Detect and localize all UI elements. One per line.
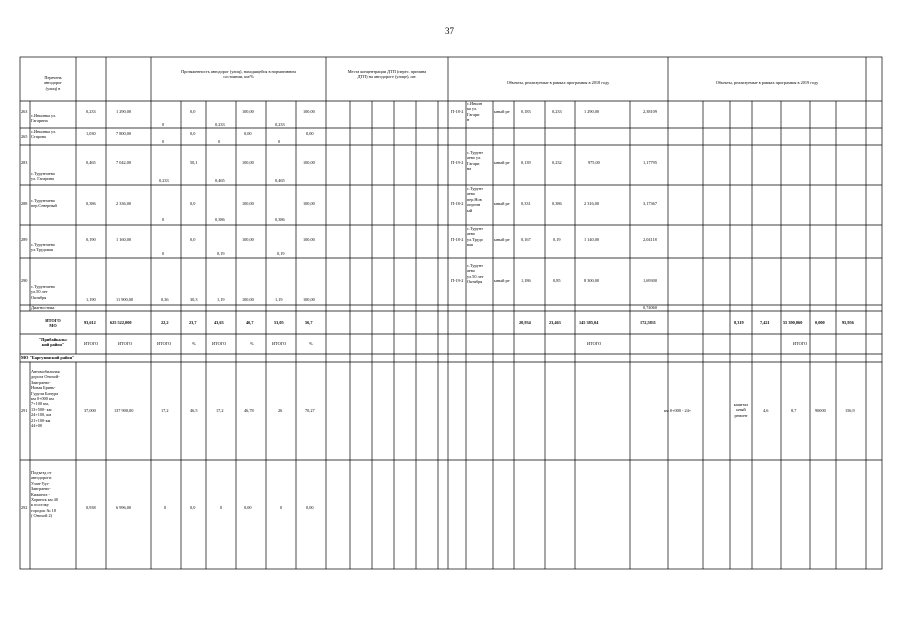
row-cell: 1,19 — [217, 297, 225, 302]
total-2018-value: 145 385,04 — [579, 320, 599, 325]
row-cost: 7 800,00 — [116, 131, 132, 136]
row-2019-value: 4,6 — [763, 408, 769, 413]
row-cell: 0 — [218, 139, 221, 144]
header-col-length: Протяженность автодорог (улиц), находящейся в нормативном состоянии, км/% — [181, 69, 296, 80]
row-number: 291 — [21, 408, 28, 413]
row-number: 290 — [21, 278, 28, 283]
row-code: П-19-2 — [451, 160, 464, 165]
total-2018-value: 20,934 — [519, 320, 531, 325]
row-2018-value: 975,00 — [588, 160, 600, 165]
row-cell: 100,00 — [303, 297, 315, 302]
total-2019-value: 0,000 — [815, 320, 825, 325]
row-2018-value: 0,232 — [552, 160, 562, 165]
row-cell: 0 — [162, 139, 165, 144]
row-2018-value: 2,04118 — [643, 237, 657, 242]
row-object: с.Турунт аево ул.50 лет Октября — [467, 263, 484, 285]
row-cell: 0,233 — [275, 122, 285, 127]
row-cell: 0,465 — [215, 178, 225, 183]
header-col-2019: Объекты, реализуемые в рамках программы в 2019 году — [715, 80, 819, 85]
itogo-cell: % — [309, 341, 313, 346]
row-2018-value: 0,386 — [552, 201, 562, 206]
row-2019-value: 8,7 — [791, 408, 797, 413]
row-cell: 0,0 — [190, 109, 196, 114]
row-number: 288 — [21, 201, 28, 206]
itogo-cell: % — [192, 341, 196, 346]
itogo-cell: % — [250, 341, 254, 346]
row-object: с.Турунт аево ул.Трудо вая — [467, 226, 483, 248]
row-cost: 2 336,00 — [116, 201, 132, 206]
row-cell: 0 — [162, 251, 165, 256]
row-code: П-18-2 — [451, 201, 464, 206]
total-cell: 53,05 — [274, 320, 284, 325]
row-cell: 0,233 — [215, 122, 225, 127]
row-2018-value: 0,233 — [552, 109, 562, 114]
row-number: 283 — [21, 160, 28, 165]
total-2018-value: 23,463 — [549, 320, 561, 325]
row-number: 263 — [21, 109, 28, 114]
row-2019-value: 90000 — [815, 408, 826, 413]
row-cost: 137 900,00 — [114, 408, 134, 413]
row-cell: 0,233 — [159, 178, 169, 183]
total-cell: 43,63 — [214, 320, 224, 325]
total-2019-value: 7,421 — [760, 320, 770, 325]
header-col-accidents: Места концентрации ДТП (перес. причина ДТП) на автодороге (улице), шт. — [347, 69, 427, 80]
row-2018-value: 0,183 — [521, 109, 531, 114]
row-km-range: км 0+000 - 24+ — [664, 408, 692, 413]
row-2018-value: 1,17795 — [643, 160, 657, 165]
row-cell: 0,00 — [306, 131, 314, 136]
itogo-2019: ИТОГО — [793, 341, 808, 346]
row-number: 289 — [21, 237, 28, 242]
row-cell: 0,00 — [244, 131, 252, 136]
row-cell: 100,00 — [242, 297, 254, 302]
row-cell: 30,3 — [190, 297, 198, 302]
row-cell: 17,2 — [161, 408, 169, 413]
row-cell: 100,00 — [303, 160, 315, 165]
row-code: П-19-2 — [451, 278, 464, 283]
row-2018-value: 0,167 — [521, 237, 531, 242]
row-2018-value: 2 316,00 — [584, 201, 600, 206]
itogo-row-label: "Прибайкальс кий район" — [38, 337, 68, 348]
row-cell: 0,0 — [190, 201, 196, 206]
header-col-2018: Объекты, реализуемые в рамках программы в 2018 году — [506, 80, 610, 85]
row-2018-value: 0,85 — [553, 278, 561, 283]
row-cell: 100,00 — [242, 109, 254, 114]
row-length: 1,030 — [86, 131, 96, 136]
row-cell: 100,00 — [242, 237, 254, 242]
total-cell: 46,7 — [246, 320, 254, 325]
row-cell: 0,386 — [215, 217, 225, 222]
row-length: 0,465 — [86, 160, 96, 165]
total-cell: 22,2 — [161, 320, 169, 325]
row-work-type: капитал ьный ремонт — [733, 402, 749, 418]
itogo-cell: ИТОГО — [118, 341, 133, 346]
row-2018-value: 1 140,00 — [584, 237, 600, 242]
row-cell: 70,27 — [305, 408, 315, 413]
row-2018-value: 0,331 — [521, 201, 531, 206]
row-cell: 100,00 — [303, 201, 315, 206]
itogo-cell: ИТОГО — [272, 341, 287, 346]
itogo-2018: ИТОГО — [587, 341, 602, 346]
row-object: с.Турунт аево ул. Гагари на — [467, 150, 483, 172]
row-cell: 46,5 — [190, 408, 198, 413]
total-2019-value: 8,319 — [734, 320, 744, 325]
row-work: ыный ре — [494, 278, 510, 283]
total-2019-value: 95,956 — [842, 320, 854, 325]
row-number: 292 — [21, 505, 28, 510]
row-name: с.Турунтаево пер.Северный — [31, 198, 57, 209]
row-cell: 0,19 — [277, 251, 285, 256]
row-cell: 0,36 — [161, 297, 169, 302]
diagnostics-value: 0,74060 — [643, 305, 657, 310]
row-cost: 7 042,00 — [116, 160, 132, 165]
row-cell: 0,00 — [244, 505, 252, 510]
row-work: ыный ре — [494, 237, 510, 242]
total-length: 93,612 — [84, 320, 96, 325]
itogo-cell: ИТОГО — [212, 341, 227, 346]
row-2018-value: 1,186 — [521, 278, 531, 283]
row-length: 0,938 — [86, 505, 96, 510]
row-2018-value: 3,17367 — [643, 201, 657, 206]
row-cost: 1 290,00 — [116, 109, 132, 114]
row-cell: 0 — [162, 217, 165, 222]
row-name: Автомобильная дорога Онохой- Заиграево- Новая Брянь- Гурули Бичура км 0+000 км 7+100 км, 13+500- км 24+100, км 21+100-км 44+00 — [31, 369, 60, 429]
total-2019-value: 55 390,060 — [783, 320, 803, 325]
row-cell: 0 — [278, 139, 281, 144]
row-cell: 46,78 — [244, 408, 254, 413]
row-length: 0,233 — [86, 109, 96, 114]
total-label: ИТОГО МО — [45, 318, 61, 329]
row-cell: 17,2 — [216, 408, 224, 413]
row-code: П-18-2 — [451, 109, 464, 114]
row-2018-value: 0,19 — [553, 237, 561, 242]
row-2018-value: 0,139 — [521, 160, 531, 165]
row-2018-value: 1 290,00 — [584, 109, 600, 114]
row-cell: 0 — [220, 505, 223, 510]
row-cell: 0,00 — [306, 505, 314, 510]
row-object: с.Турунт аево пер.Нов опрочн ый — [467, 186, 483, 213]
section-title: МО "Баргузинский район" — [21, 355, 75, 360]
row-name: с.Турунтаево ул. Гагарина — [31, 171, 55, 182]
total-cost: 625 522,000 — [110, 320, 132, 325]
row-cell: 0 — [162, 122, 165, 127]
row-work: ыный ре — [494, 109, 510, 114]
itogo-cell: ИТОГО — [157, 341, 172, 346]
row-2019-value: 156,9 — [845, 408, 855, 413]
page-number: 37 — [445, 26, 454, 36]
row-length: 0,386 — [86, 201, 96, 206]
row-cell: 100,00 — [303, 237, 315, 242]
row-length: 1,190 — [86, 297, 96, 302]
row-cost: 1 160,00 — [116, 237, 132, 242]
row-work: ыный ре — [494, 201, 510, 206]
row-cell: 0,0 — [190, 237, 196, 242]
row-2018-value: 1,69300 — [643, 278, 657, 283]
row-work: ыный ре — [494, 160, 510, 165]
diagnostics-label: Диагностика — [31, 305, 55, 310]
row-name: с.Иньинка ул. Старова — [31, 129, 57, 140]
total-cell: 23,7 — [189, 320, 197, 325]
row-length: 37,000 — [84, 408, 96, 413]
row-cost: 11 900,00 — [116, 297, 134, 302]
row-cost: 6 996,00 — [116, 505, 132, 510]
row-number: 265 — [21, 134, 28, 139]
row-name: с.Иньинка ул. Гагарина — [31, 113, 57, 124]
total-2018-value: 172,5811 — [640, 320, 656, 325]
total-cell: 56,7 — [305, 320, 313, 325]
row-name: с.Турунтаево ул.Трудовая — [31, 242, 55, 253]
row-cell: 100,00 — [242, 160, 254, 165]
row-cell: 0,0 — [190, 505, 196, 510]
itogo-cell: ИТОГО — [84, 341, 99, 346]
row-cell: 100,00 — [303, 109, 315, 114]
row-name: Подъезд от автодороги Улан-Удэ- Заиграево- Кижинга - Хоринск км 40 к поселку городок № 18 ( Онохой 2) — [31, 470, 58, 519]
row-cell: 0 — [164, 505, 167, 510]
row-cell: 100,00 — [242, 201, 254, 206]
row-cell: 0,465 — [275, 178, 285, 183]
row-cell: 0 — [280, 505, 283, 510]
row-code: П-18-2 — [451, 237, 464, 242]
row-cell: 0,0 — [190, 131, 196, 136]
row-cell: 50,1 — [190, 160, 198, 165]
row-name: с.Турунтаево ул.50 лет Октября — [31, 284, 55, 300]
row-object: с.Иньин ка ул. Гагари н — [467, 101, 482, 123]
row-cell: 0,19 — [217, 251, 225, 256]
row-cell: 1,19 — [275, 297, 283, 302]
row-2018-value: 2,38109 — [643, 109, 657, 114]
row-cell: 26 — [278, 408, 283, 413]
row-cell: 0,386 — [275, 217, 285, 222]
row-length: 0,190 — [86, 237, 96, 242]
row-2018-value: 8 300,00 — [584, 278, 600, 283]
header-col-name: Перечень автодорог (улиц) в — [43, 75, 63, 91]
